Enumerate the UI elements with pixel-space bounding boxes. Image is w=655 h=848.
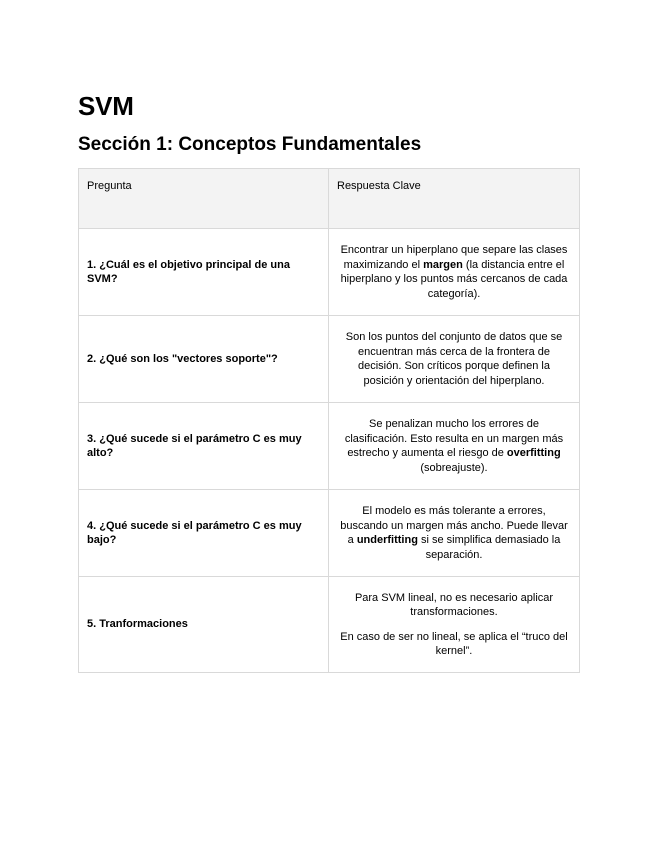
answer-cell	[329, 229, 580, 316]
answer-text: Son los puntos del conjunto de datos que se encuentran más cerca de la frontera de decisión. Son críticos porque definen la posición y orientación del hiperplano.	[345, 331, 563, 387]
table-row	[79, 403, 580, 490]
qa-table	[78, 168, 580, 673]
table-row	[79, 490, 580, 577]
answer-keyword: underfitting	[356, 534, 418, 546]
answer-cell	[329, 403, 580, 490]
answer-paragraph: Para SVM lineal, no es necesario aplicar transformaciones.	[354, 591, 554, 618]
answer-text: (sobreajuste).	[420, 461, 488, 474]
answer-text: Encontrar un hiperplano que separe las clases maximizando el	[340, 244, 568, 271]
table-row	[79, 229, 580, 316]
page-title: SVM	[78, 91, 134, 121]
answer-cell	[329, 316, 580, 403]
answer-text: si se simplifica demasiado la separación.	[417, 534, 561, 561]
section-title: Sección 1: Conceptos Fundamentales	[78, 134, 422, 155]
answer-text: Se penalizan mucho los errores de clasificación. Esto resulta en un margen más estrecho y aumenta el riesgo de	[344, 418, 564, 459]
question-cell: 1. ¿Cuál es el objetivo principal de una SVM?	[79, 229, 329, 316]
answer-keyword: overfitting	[506, 447, 561, 459]
answer-cell	[329, 490, 580, 577]
question-cell: 2. ¿Qué son los "vectores soporte"?	[79, 316, 329, 403]
question-cell: 4. ¿Qué sucede si el parámetro C es muy bajo?	[79, 490, 329, 577]
column-header-answer: Respuesta Clave	[329, 169, 580, 229]
table-row	[79, 577, 580, 673]
answer-text: (la distancia entre el hiperplano y los puntos más cercanos de cada categoría).	[340, 258, 568, 300]
answer-keyword: margen	[423, 258, 463, 271]
answer-paragraph: En caso de ser no lineal, se aplica el “truco del kernel”.	[340, 630, 568, 657]
question-cell: 3. ¿Qué sucede si el parámetro C es muy alto?	[79, 403, 329, 490]
table-row	[79, 316, 580, 403]
column-header-question: Pregunta	[79, 169, 329, 229]
question-cell: 5. Tranformaciones	[79, 577, 329, 673]
answer-cell	[329, 577, 580, 673]
answer-text: El modelo es más tolerante a errores, buscando un margen más ancho. Puede llevar a	[340, 505, 568, 546]
table-header-row	[79, 169, 580, 229]
